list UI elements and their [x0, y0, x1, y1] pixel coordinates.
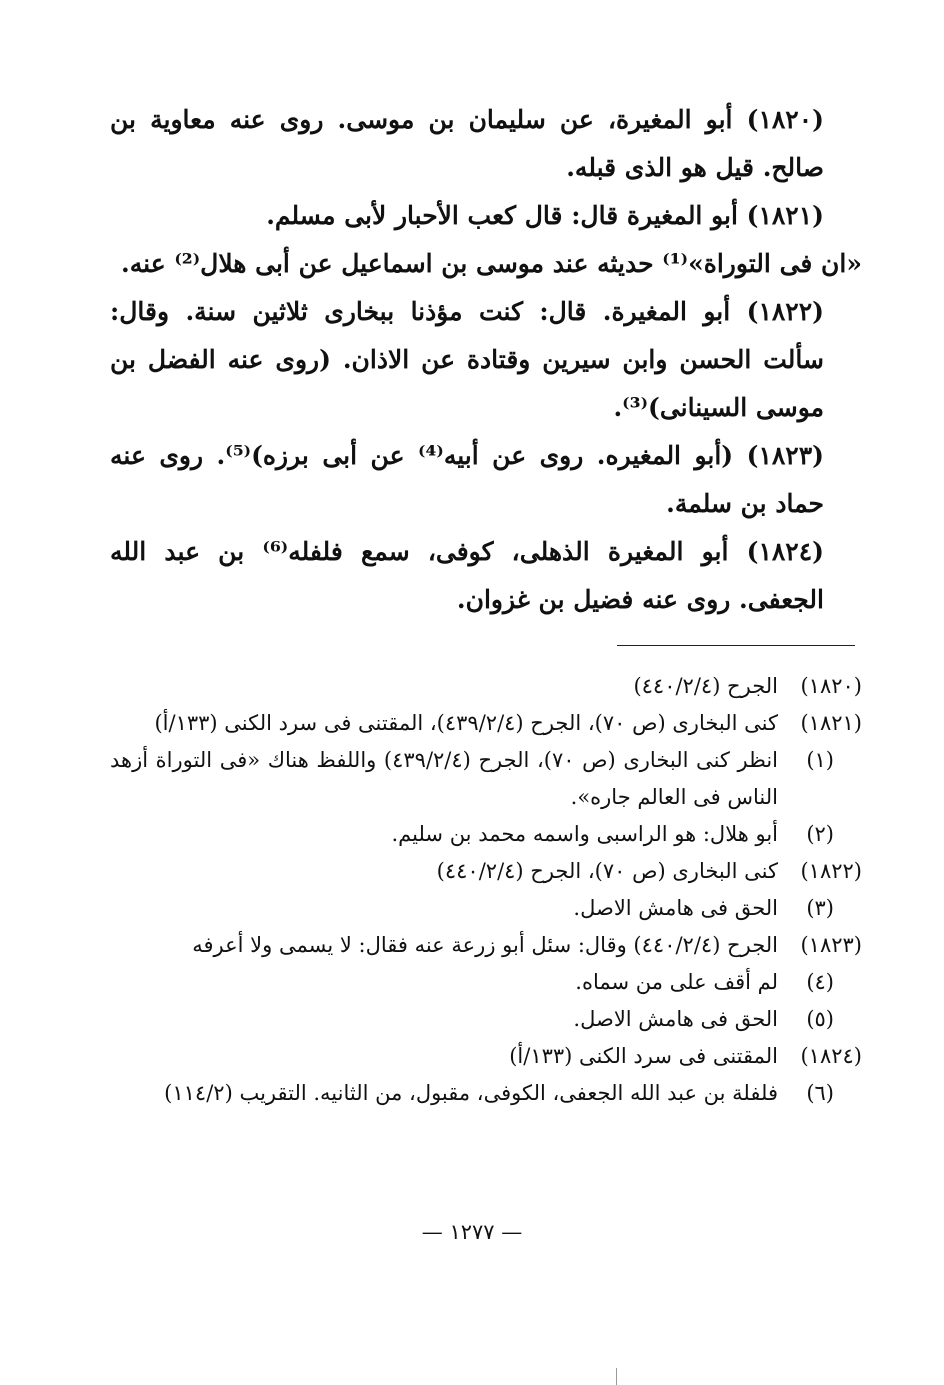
entry-paragraph: (١٨٢٠) أبو المغيرة، عن سليمان بن موسى. روى عنه معاوية بن صالح. قيل هو الذى قبله. — [110, 105, 824, 182]
footnote-row — [110, 1001, 862, 1038]
footnote-row — [110, 1075, 862, 1112]
footnote-number: (١) — [806, 748, 834, 772]
main-text — [110, 96, 862, 624]
footnote-row — [110, 853, 862, 890]
entry-paragraph: (١٨٢٣) (أبو المغيره. روى عن أبيه⁽⁴⁾ عن أبى برزه)⁽⁵⁾. روى عنه حماد بن سلمة. — [110, 441, 825, 518]
page-number: — ١٢٧٧ — — [421, 1220, 523, 1244]
footnote-row — [110, 964, 862, 1001]
footnote-row — [110, 1038, 862, 1075]
footnote-text: المقتنى فى سرد الكنى (١٣٣/أ) — [509, 1044, 778, 1068]
footnote-number: (٢) — [806, 822, 834, 846]
footnote-number: (١٨٢٣) — [800, 933, 862, 957]
footnote-text: الحق فى هامش الاصل. — [573, 1007, 778, 1031]
footnote-text: أبو هلال: هو الراسبى واسمه محمد بن سليم. — [391, 822, 778, 846]
footnotes — [110, 668, 862, 1112]
footnote-text: الجرح (٤٤٠/٢/٤) — [633, 674, 778, 698]
entry-paragraph: (١٨٢٤) أبو المغيرة الذهلى، كوفى، سمع فلفله⁽⁶⁾ بن عبد الله الجعفى. روى عنه فضيل بن غزوان. — [110, 537, 824, 614]
footnote-text: فلفلة بن عبد الله الجعفى، الكوفى، مقبول، من الثانيه. التقريب (١١٤/٢) — [164, 1081, 778, 1105]
footnote-row — [110, 890, 862, 927]
footnote-text: كنى البخارى (ص ٧٠)، الجرح (٤٤٠/٢/٤) — [436, 859, 778, 883]
footnote-number: (٦) — [806, 1081, 834, 1105]
footnote-number: (١٨٢٤) — [800, 1044, 862, 1068]
entry-paragraph: (١٨٢١) أبو المغيرة قال: قال كعب الأحبار لأبى مسلم. — [266, 201, 824, 230]
footnote-text: الحق فى هامش الاصل. — [573, 896, 778, 920]
footnote-text: كنى البخارى (ص ٧٠)، الجرح (٤٣٩/٢/٤)، المقتنى فى سرد الكنى (١٣٣/أ) — [154, 711, 778, 735]
footnote-row — [110, 705, 862, 742]
footnote-number: (١٨٢١) — [800, 711, 862, 735]
footnote-number: (١٨٢٠) — [800, 674, 862, 698]
footnote-number: (٤) — [806, 970, 834, 994]
footnote-number: (٣) — [806, 896, 834, 920]
footnote-row — [110, 668, 862, 705]
footnote-text: الجرح (٤٤٠/٢/٤) وقال: سئل أبو زرعة عنه فقال: لا يسمى ولا أعرفه — [192, 933, 778, 957]
footnote-row — [110, 927, 862, 964]
entry-paragraph: (١٨٢٢) أبو المغيرة. قال: كنت مؤذنا ببخارى ثلاثين سنة. وقال: سألت الحسن وابن سيرين وقتادة عن الاذان. (روى عنه الفضل بن موسى السينانى)⁽³⁾. — [110, 297, 824, 422]
footnote-row — [110, 816, 862, 853]
entry-paragraph: «ان فى التوراة»⁽¹⁾ حديثه عند موسى بن اسماعيل عن أبى هلال⁽²⁾ عنه. — [121, 249, 862, 278]
footnote-number: (١٨٢٢) — [800, 859, 862, 883]
footnote-text: لم أقف على من سماه. — [575, 970, 778, 994]
footnote-row — [110, 742, 862, 816]
scan-edge-mark — [616, 1368, 617, 1385]
footnote-text: انظر كنى البخارى (ص ٧٠)، الجرح (٤٣٩/٢/٤) واللفظ هناك «فى التوراة أزهد الناس فى العالم جاره». — [110, 748, 779, 809]
footnote-number: (٥) — [806, 1007, 834, 1031]
footnote-separator — [617, 645, 855, 646]
